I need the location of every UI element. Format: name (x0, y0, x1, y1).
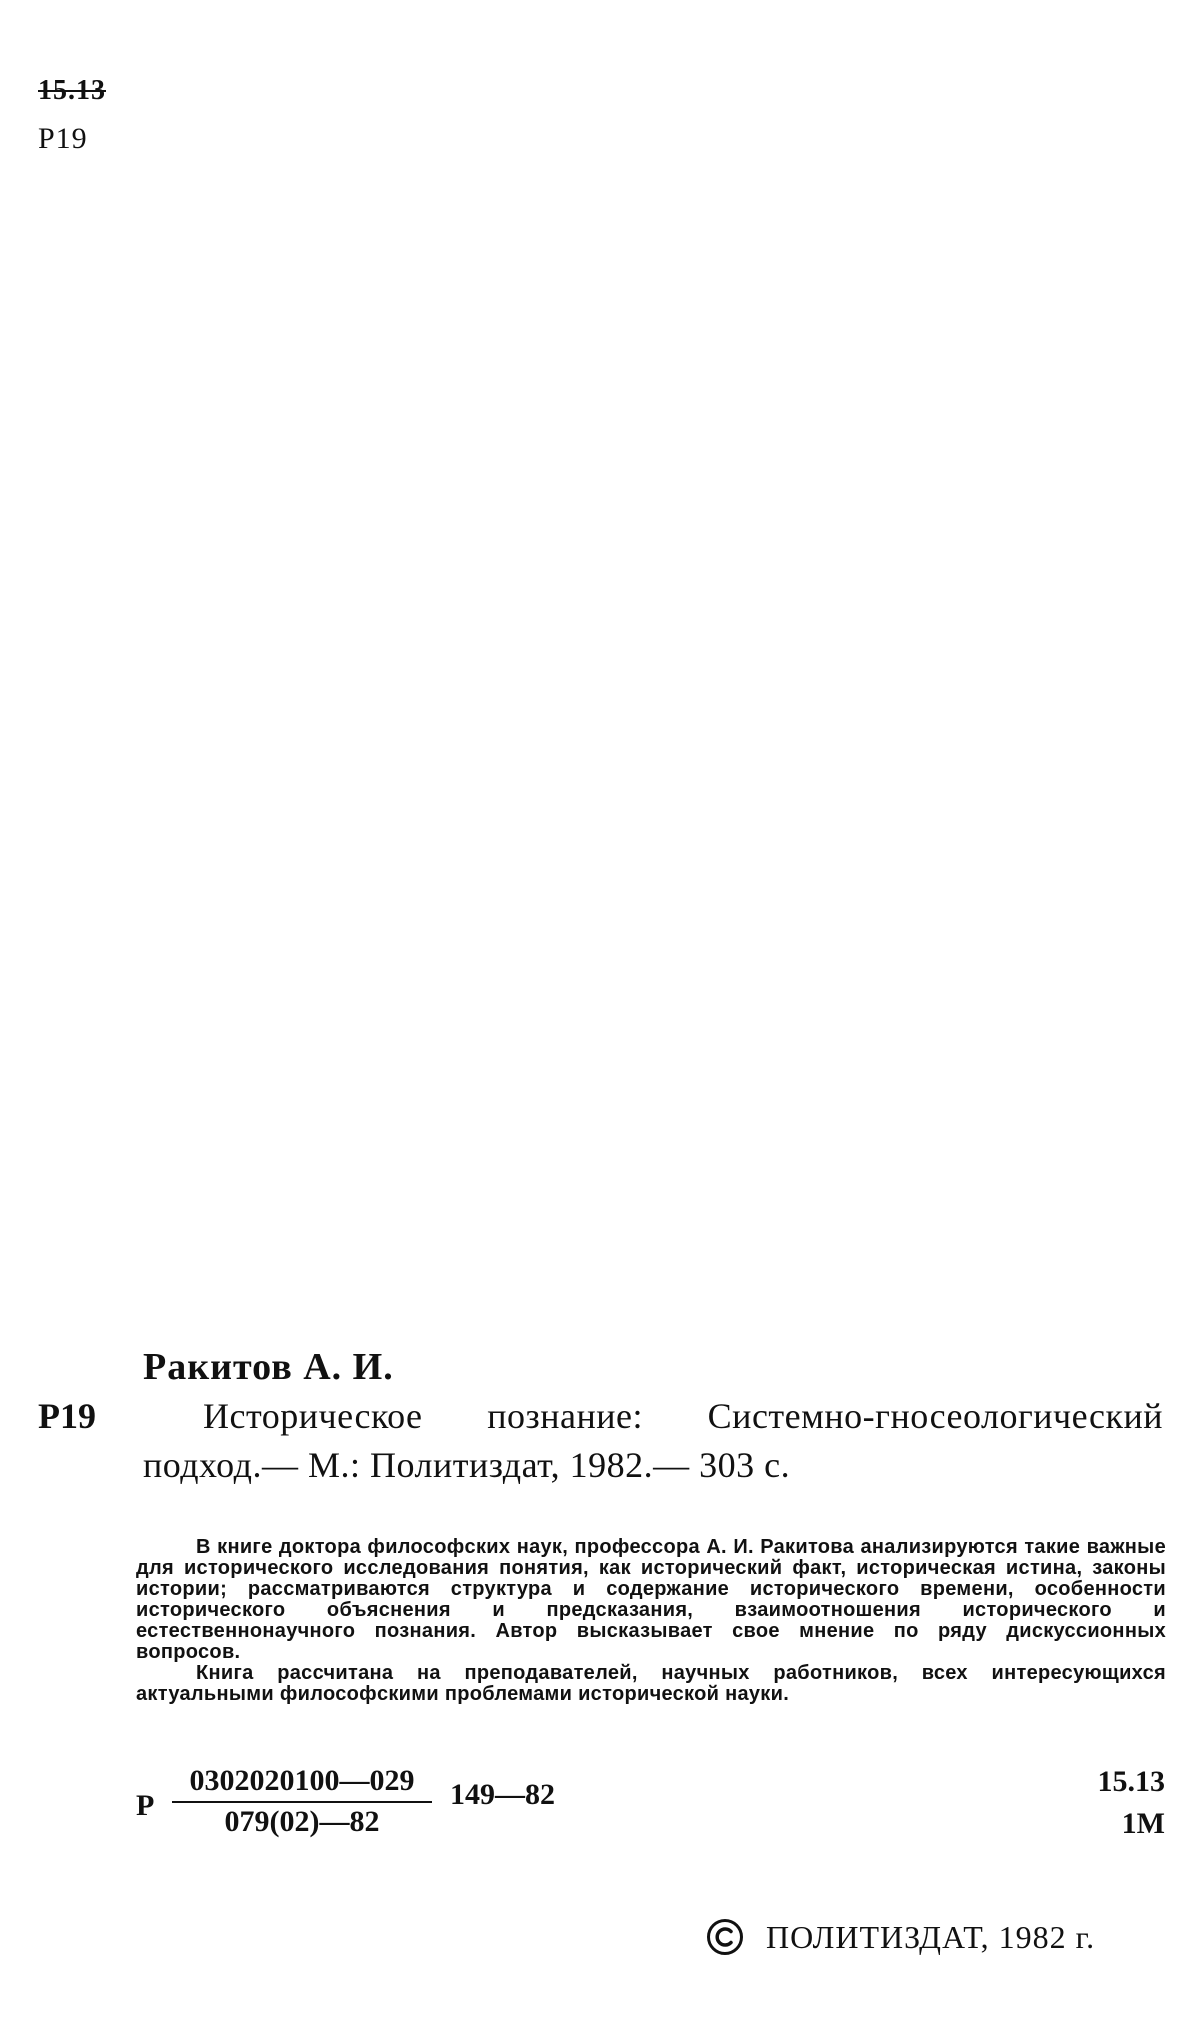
annotation-paragraph: В книге доктора философских наук, профессора А. И. Ракитова анализируются такие важные для исторического исследования понятия, как исторический факт, историческая истина, законы истории; рассматриваются структура и содержание исторического времени, особенности исторического объяснения и предсказания, взаимоотношения исторического и естественнонаучного познания. Автор высказывает свое мнение по ряду дискуссионных вопросов. (136, 1536, 1166, 1663)
annotation-paragraph: Книга рассчитана на преподавателей, научных работников, всех интересующихся актуальными философскими проблемами исторической науки. (136, 1662, 1166, 1705)
library-code-top: Р19 (38, 122, 88, 155)
index-fraction (172, 1763, 432, 1841)
index-numerator: 0302020100—029 (172, 1763, 432, 1803)
format-code: 1М (1121, 1807, 1165, 1840)
annotation (136, 1537, 1166, 1705)
udc-code-bottom: 15.13 (1097, 1765, 1165, 1798)
call-number: Р19 (38, 1396, 96, 1436)
bibliographic-title: Историческое познание: Системно-гносеологический подход.— М.: Политиздат, 1982.— 303 с. (143, 1396, 1163, 1485)
udc-code-top: 15.13 (38, 75, 106, 106)
copyright-text: ПОЛИТИЗДАТ, 1982 г. (766, 1918, 1096, 1955)
order-code: 149—82 (450, 1778, 555, 1811)
author-name: Ракитов А. И. (143, 1346, 394, 1388)
index-denominator: 079(02)—82 (224, 1805, 380, 1838)
copyright-line (706, 1918, 1095, 1956)
copyright-icon (706, 1918, 744, 1956)
index-letter: Р (136, 1789, 155, 1822)
